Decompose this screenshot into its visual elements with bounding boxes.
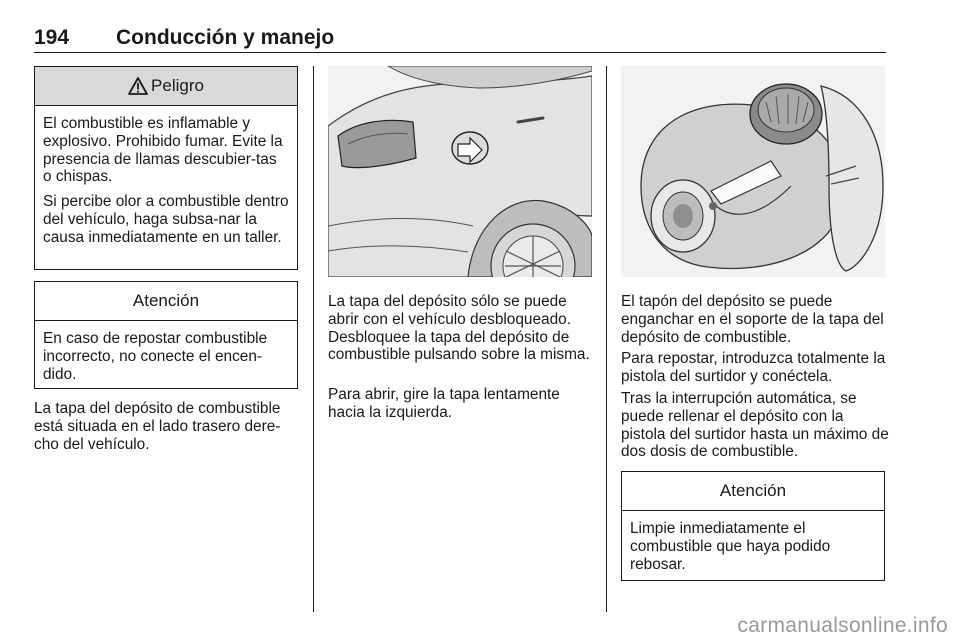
body-paragraph: Para repostar, introduzca totalmente la pistola del surtidor y conéctela. [621,350,886,385]
notice-box-title: Atención [132,291,200,310]
body-paragraph: Para abrir, gire la tapa lentamente hacia la izquierda. [328,386,560,421]
notice-box-fuel [34,281,298,389]
page-number: 194 [34,26,70,49]
body-paragraph: La tapa del depósito sólo se puede abrir con el vehículo desbloqueado. Desbloquee la tapa del depósito de combustible pulsando sobre la misma. [328,293,590,364]
column-divider-2 [606,66,607,612]
notice-paragraph: Limpie inmediatamente el combustible que haya podido rebosar. [630,520,831,573]
column-divider-1 [313,66,314,612]
watermark: carmanualsonline.info [737,614,948,637]
danger-box [34,66,298,270]
notice-box-header [622,472,884,511]
danger-box-header [35,67,297,106]
warning-triangle-icon [128,77,148,95]
notice-box-spill [621,471,885,581]
body-paragraph: El tapón del depósito se puede enganchar en el soporte de la tapa del depósito de combustible. [621,293,884,346]
page-header [34,26,886,53]
notice-box-title: Atención [719,481,787,500]
danger-box-title: Peligro [151,76,204,95]
figure-fuel-cap-holder [621,66,885,277]
figure-fuel-door-car [328,66,592,277]
danger-paragraph: Si percibe olor a combustible dentro del vehículo, haga subsa-nar la causa inmediatamente en un taller. [43,193,289,246]
section-title: Conducción y manejo [116,26,335,49]
notice-box-header [35,282,297,321]
danger-paragraph: El combustible es inflamable y explosivo. Prohibido fumar. Evite la presencia de llamas descubier-tas o chispas. [43,115,283,186]
body-paragraph: La tapa del depósito de combustible está situada en el lado trasero dere-cho del vehículo. [34,400,281,453]
body-paragraph: Tras la interrupción automática, se puede rellenar el depósito con la pistola del surtidor hasta un máximo de dos dosis de combustible. [621,390,889,461]
notice-paragraph: En caso de repostar combustible incorrecto, no conecte el encen-dido. [43,330,268,383]
